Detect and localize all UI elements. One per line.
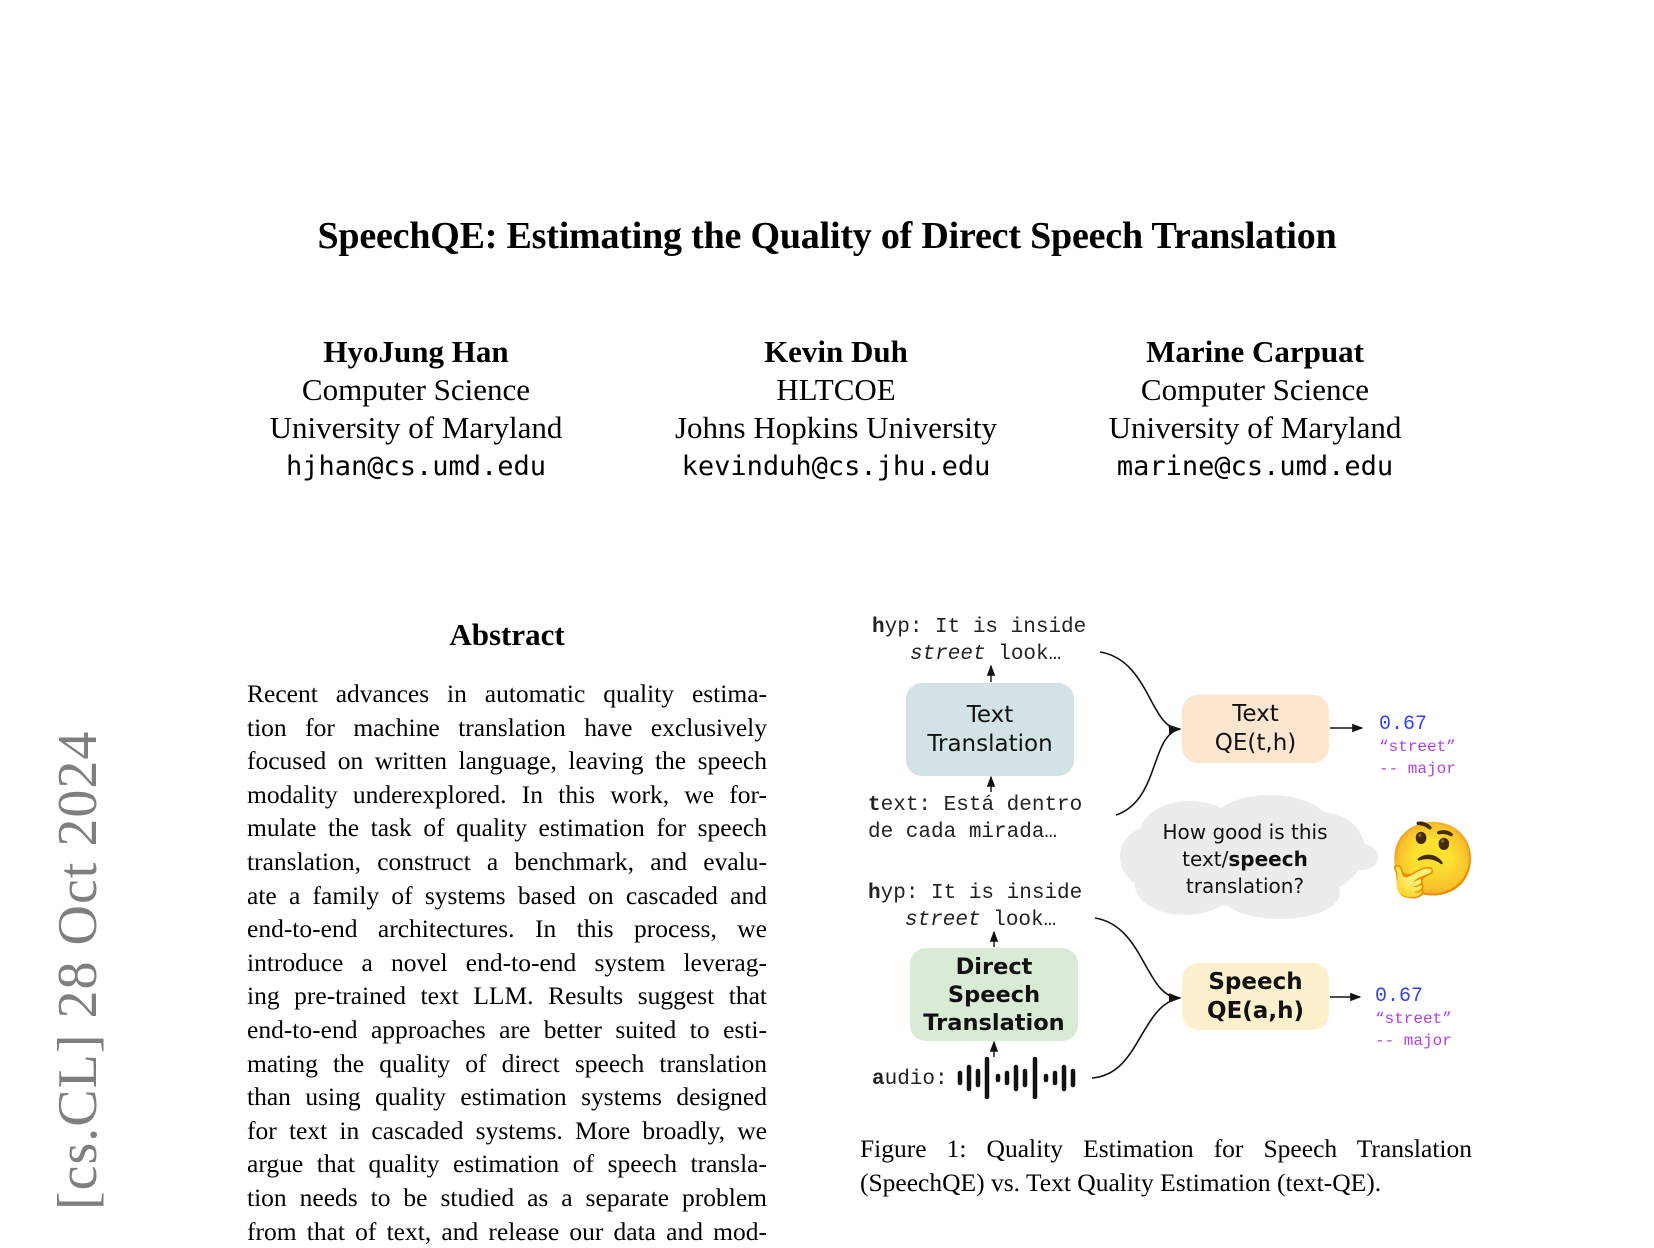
abstract-line: ate a family of systems based on cascaded and — [247, 879, 767, 913]
abstract-line: argue that quality estimation of speech transla- — [247, 1147, 767, 1181]
text-hyp-line1: hyp: It is inside — [872, 614, 1086, 641]
author-institution: University of Maryland — [1045, 409, 1465, 447]
arxiv-stamp: [cs.CL] 28 Oct 2024 — [46, 731, 110, 1210]
author-name: Marine Carpuat — [1045, 333, 1465, 371]
author-institution: University of Maryland — [206, 409, 626, 447]
author-dept: Computer Science — [1045, 371, 1465, 409]
author-name: HyoJung Han — [206, 333, 626, 371]
text-source-line1: text: Está dentro — [868, 792, 1082, 819]
author-name: Kevin Duh — [626, 333, 1046, 371]
figure-caption — [860, 1132, 1472, 1199]
caption-line: (SpeechQE) vs. Text Quality Estimation (text-QE). — [860, 1166, 1472, 1200]
text-qe-score: 0.67 — [1379, 714, 1456, 736]
thought-cloud-text: How good is this text/speech translation? — [1135, 819, 1355, 900]
speech-qe-error-span: “street” — [1375, 1008, 1452, 1030]
abstract-line: introduce a novel end-to-end system leverag- — [247, 946, 767, 980]
speech-qe-error-severity: -- major — [1375, 1030, 1452, 1052]
abstract-line: tion needs to be studied as a separate problem — [247, 1181, 767, 1215]
abstract-line: Recent advances in automatic quality estima- — [247, 677, 767, 711]
abstract-heading: Abstract — [247, 617, 767, 653]
author-email: kevinduh@cs.jhu.edu — [626, 447, 1046, 487]
text-hyp-line2: street look… — [910, 641, 1061, 668]
speech-hyp-line2: street look… — [905, 907, 1056, 934]
abstract-line: from that of text, and release our data and mod- — [247, 1215, 767, 1248]
abstract-line: translation, construct a benchmark, and evalu- — [247, 845, 767, 879]
speech-qe-score: 0.67 — [1375, 986, 1452, 1008]
abstract-line: end-to-end approaches are better suited to esti- — [247, 1013, 767, 1047]
text-qe-output — [1379, 714, 1456, 780]
author-email: hjhan@cs.umd.edu — [206, 447, 626, 487]
text-source-line2: de cada mirada… — [868, 819, 1057, 846]
text-qe-box: Text QE(t,h) — [1182, 695, 1329, 763]
abstract-line: tion for machine translation have exclusively — [247, 711, 767, 745]
author-email: marine@cs.umd.edu — [1045, 447, 1465, 487]
thinking-face-icon: 🤔 — [1388, 820, 1478, 900]
abstract-line: modality underexplored. In this work, we for- — [247, 778, 767, 812]
abstract-line: than using quality estimation systems designed — [247, 1080, 767, 1114]
speech-hyp-line1: hyp: It is inside — [868, 880, 1082, 907]
direct-speech-translation-box: Direct Speech Translation — [910, 948, 1078, 1041]
abstract-line: for text in cascaded systems. More broadly, we — [247, 1114, 767, 1148]
author-dept: Computer Science — [206, 371, 626, 409]
caption-line: Figure 1: Quality Estimation for Speech Translation — [860, 1132, 1472, 1166]
speech-qe-output — [1375, 986, 1452, 1052]
abstract-line: ing pre-trained text LLM. Results suggest that — [247, 979, 767, 1013]
speech-qe-box: Speech QE(a,h) — [1182, 963, 1329, 1030]
audio-waveform-icon — [955, 1057, 1090, 1099]
paper-title: SpeechQE: Estimating the Quality of Direct Speech Translation — [0, 214, 1654, 258]
abstract-line: end-to-end architectures. In this process, we — [247, 912, 767, 946]
author-dept: HLTCOE — [626, 371, 1046, 409]
abstract-line: focused on written language, leaving the speech — [247, 744, 767, 778]
author-institution: Johns Hopkins University — [626, 409, 1046, 447]
text-translation-box: Text Translation — [906, 683, 1074, 776]
abstract-line: mulate the task of quality estimation for speech — [247, 811, 767, 845]
text-qe-error-severity: -- major — [1379, 758, 1456, 780]
audio-label: audio: — [872, 1066, 948, 1093]
abstract-line: mating the quality of direct speech translation — [247, 1047, 767, 1081]
text-qe-error-span: “street” — [1379, 736, 1456, 758]
